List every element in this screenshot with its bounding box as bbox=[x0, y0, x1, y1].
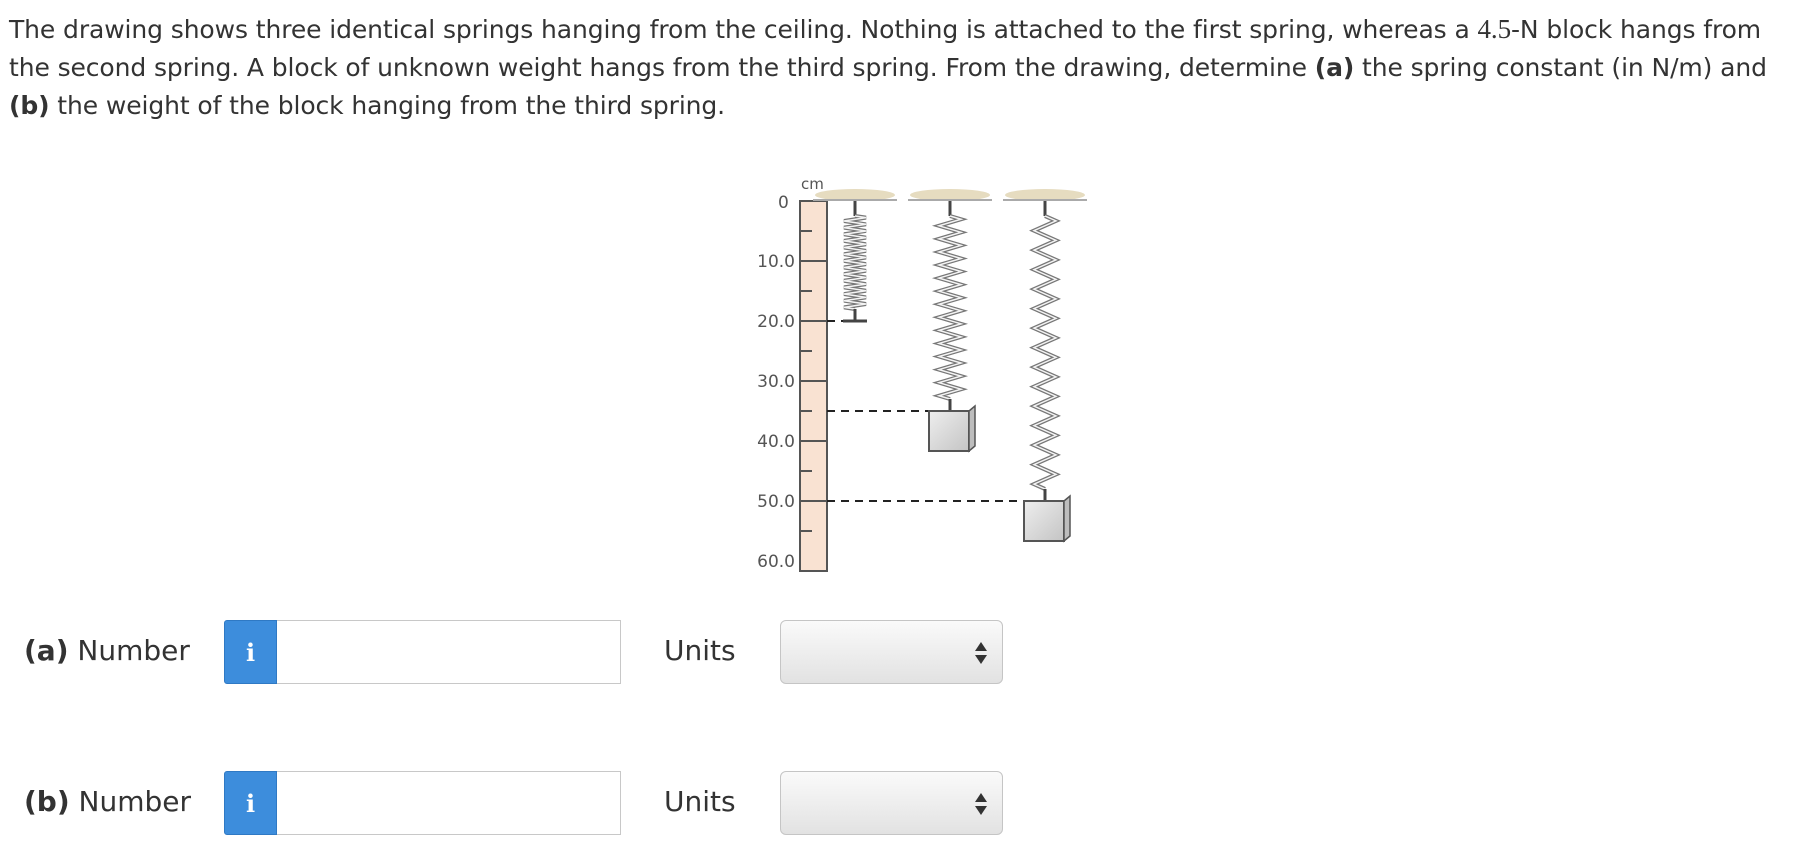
ruler-label: 30.0 bbox=[757, 372, 795, 392]
answer-label-b bbox=[24, 785, 191, 818]
springs-figure bbox=[740, 172, 1150, 577]
units-select-b[interactable] bbox=[780, 771, 1003, 835]
block-side bbox=[969, 406, 975, 451]
answer-label-text-a: Number bbox=[77, 634, 190, 667]
info-icon[interactable]: i bbox=[224, 771, 277, 835]
ruler-label: 60.0 bbox=[757, 552, 795, 572]
answer-label-a bbox=[24, 634, 190, 667]
given-weight: 4.5 bbox=[1477, 14, 1511, 44]
ceilings bbox=[813, 189, 1087, 201]
ruler-label: 10.0 bbox=[757, 252, 795, 272]
number-input-b[interactable] bbox=[277, 771, 621, 835]
hanging-block bbox=[1024, 501, 1064, 541]
part-b-tag: (b) bbox=[9, 91, 50, 120]
hanging-block bbox=[929, 411, 969, 451]
units-label-a: Units bbox=[664, 634, 736, 667]
ruler-label: 50.0 bbox=[757, 492, 795, 512]
springs bbox=[843, 201, 1056, 501]
ruler-label: 40.0 bbox=[757, 432, 795, 452]
question-text bbox=[9, 10, 1804, 125]
question-part-1: The drawing shows three identical springs hanging from the ceiling. Nothing is attached to the first spring, whereas a bbox=[9, 15, 1478, 44]
question-part-4: the weight of the block hanging from the third spring. bbox=[49, 91, 726, 120]
ruler-unit-label: cm bbox=[801, 175, 824, 193]
number-input-a[interactable] bbox=[277, 620, 621, 684]
units-select-a[interactable] bbox=[780, 620, 1003, 684]
select-arrows-icon bbox=[974, 639, 988, 667]
question-part-2: -N block hangs from the second spring. A block of unknown weight hangs from the third spring. From the drawing, determine bbox=[9, 15, 1762, 82]
answer-tag-a: (a) bbox=[24, 634, 69, 667]
springs-diagram bbox=[740, 172, 1150, 577]
question-part-3: the spring constant (in N/m) and bbox=[1354, 53, 1767, 82]
select-arrows-icon bbox=[974, 790, 988, 818]
answer-tag-b: (b) bbox=[24, 785, 70, 818]
ruler bbox=[800, 201, 827, 571]
part-a-tag: (a) bbox=[1314, 53, 1355, 82]
units-label-b: Units bbox=[664, 785, 736, 818]
answer-row-a bbox=[0, 620, 1100, 684]
blocks bbox=[929, 406, 1070, 541]
ruler-label: 20.0 bbox=[757, 312, 795, 332]
answer-label-text-b: Number bbox=[78, 785, 192, 818]
ruler-labels bbox=[757, 252, 795, 572]
block-side bbox=[1064, 496, 1070, 541]
answer-row-b bbox=[0, 771, 1100, 835]
ruler-zero-label: 0 bbox=[778, 193, 789, 213]
info-icon[interactable]: i bbox=[224, 620, 277, 684]
